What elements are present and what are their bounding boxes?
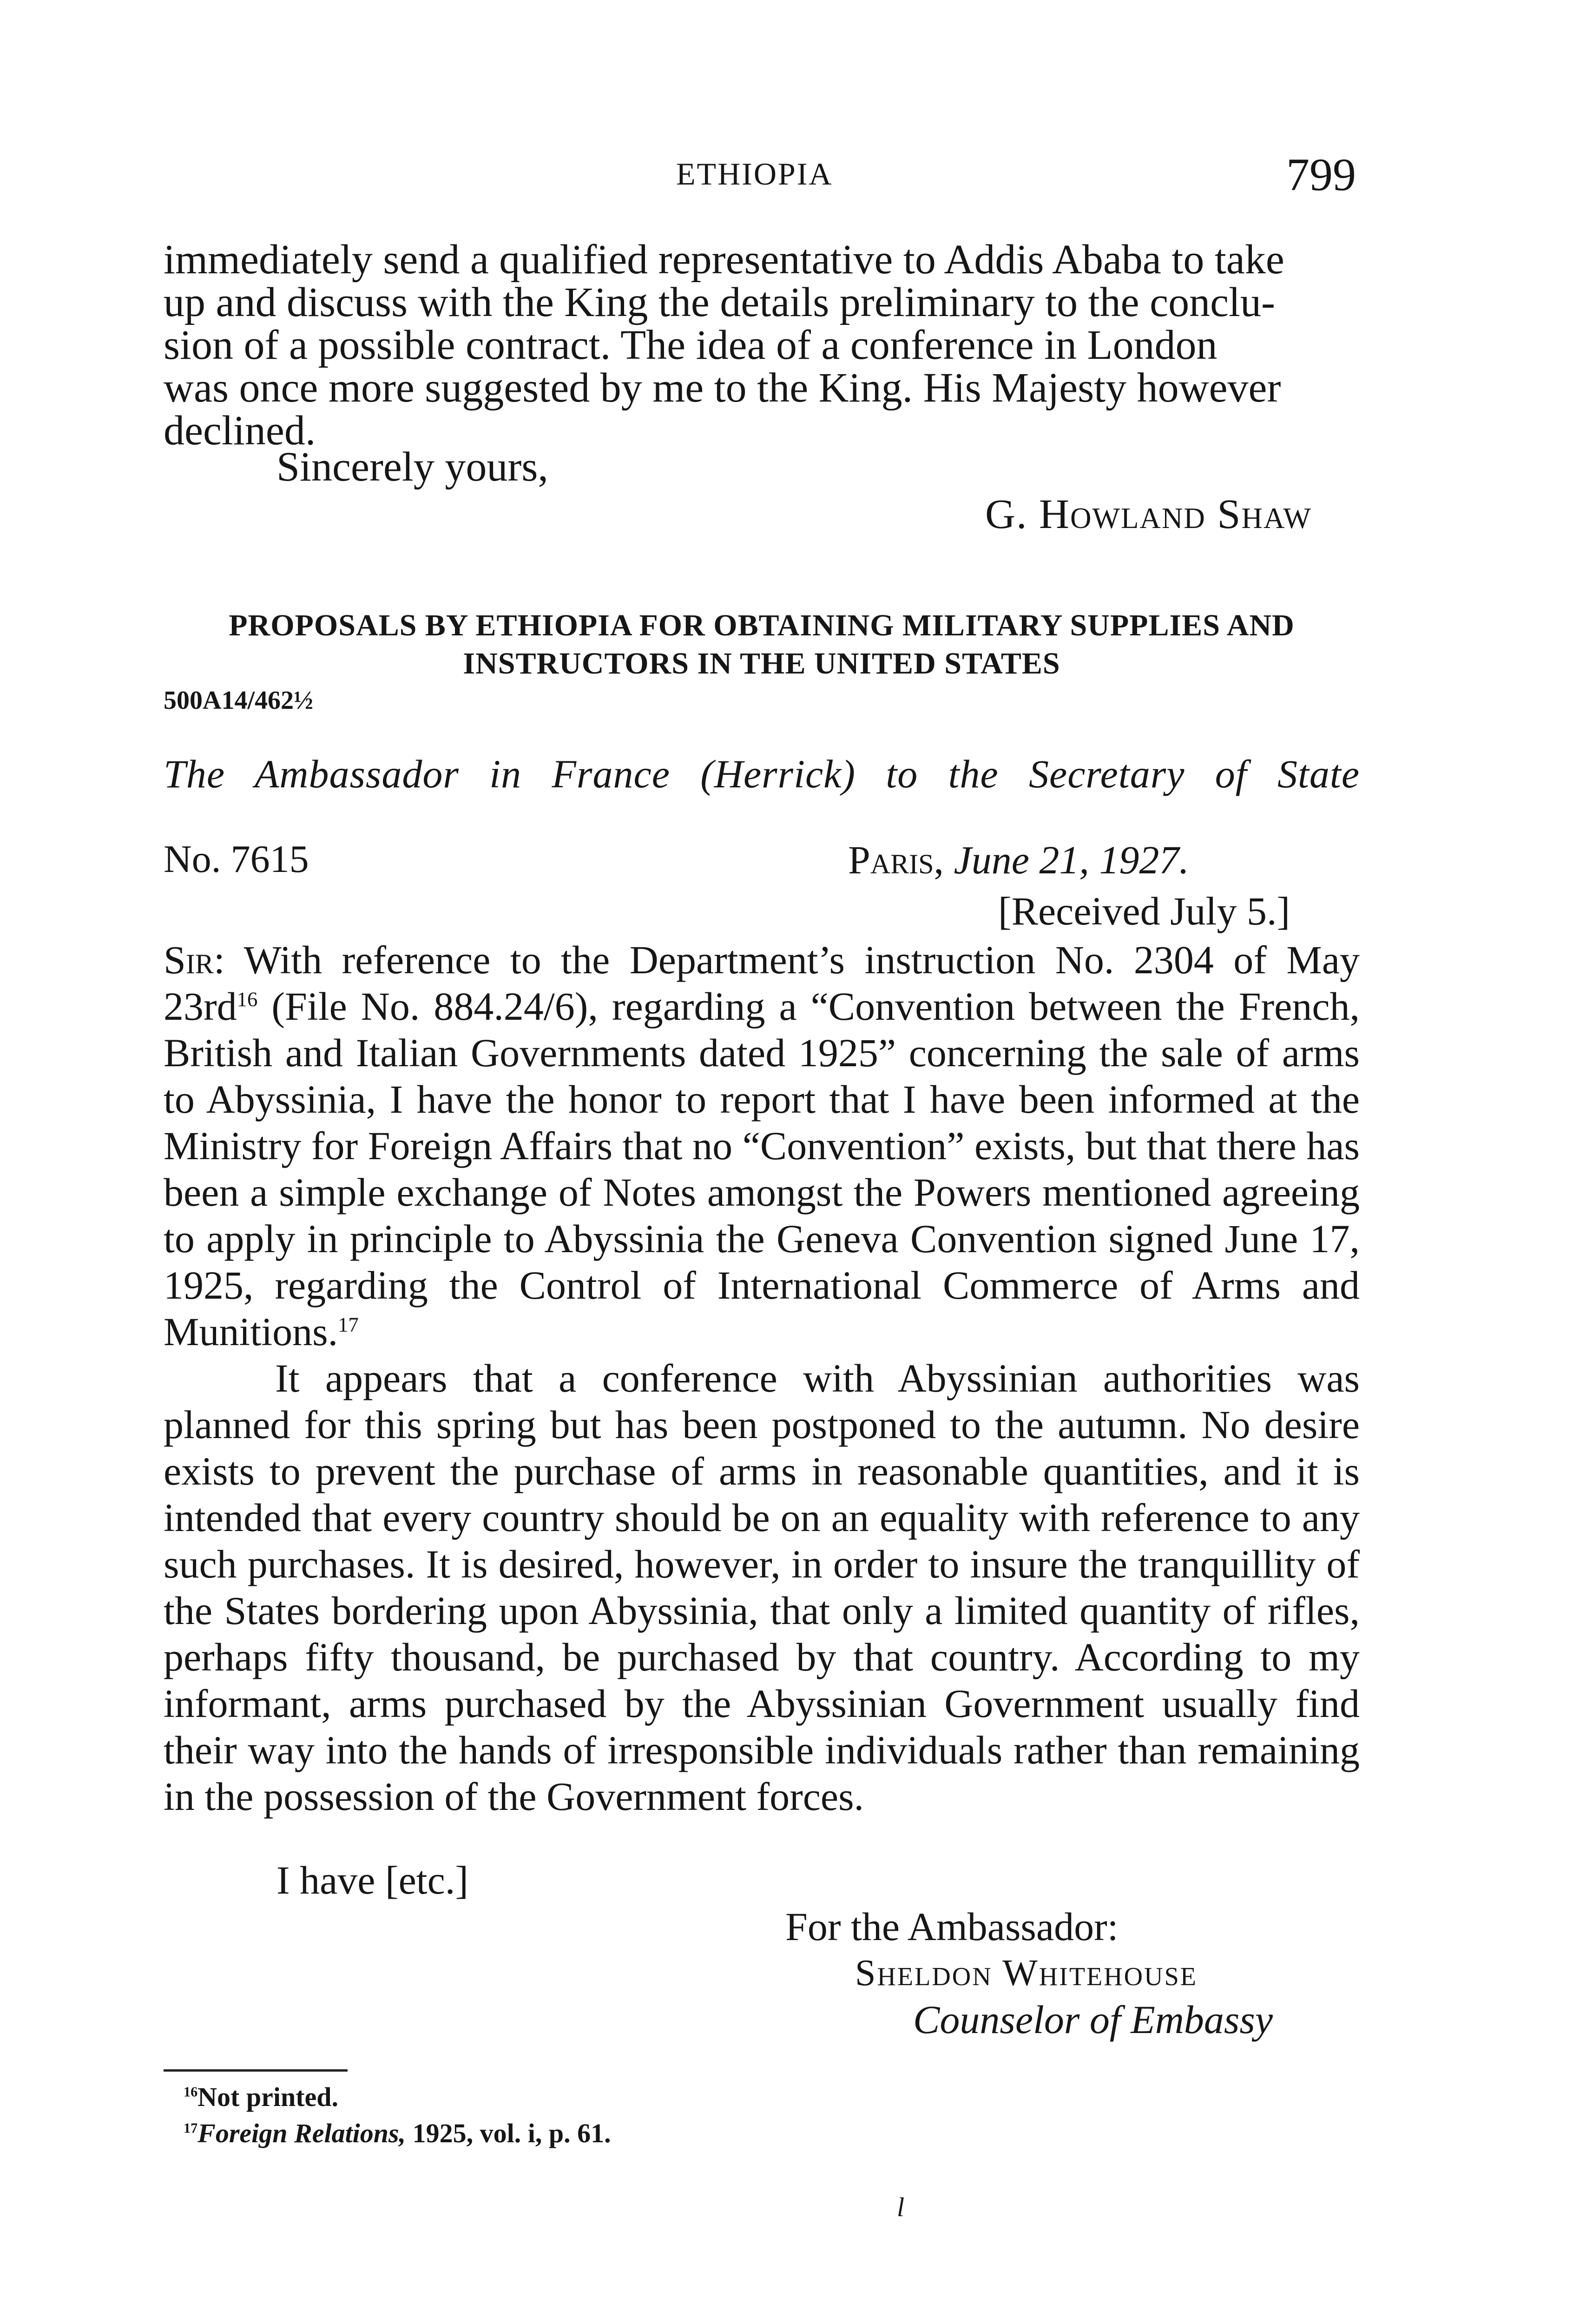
closing-i-have: I have [etc.] <box>276 1858 468 1902</box>
text-line: immediately send a qualified representative to Addis Ababa to take <box>164 237 1284 283</box>
letter-paragraph-2: It appears that a conference with Abyssinian authorities was planned for this spring but has been postponed to the autumn. No desire exists to prevent the purchase of arms in reasonable quantities, and it is intended that every country should be on an equality with reference to any such purchases. It is desired, however, in order to insure the tranquillity of the States bordering upon Abyssinia, that only a limited quantity of rifles, perhaps fifty thousand, be purchased by that country. According to my informant, arms purchased by the Abyssinian Government usually find their way into the hands of irresponsible individuals rather than remaining in the possession of the Government forces. <box>164 1356 1360 1819</box>
signer-title: Counselor of Embassy <box>913 1997 1273 2042</box>
footnote-text: Not printed. <box>197 2082 339 2112</box>
text-line: sion of a possible contract. The idea of a conference in London <box>164 322 1217 368</box>
signer-name: Sheldon Whitehouse <box>855 1953 1198 1994</box>
footnote-italic-text: Foreign Relations, <box>197 2118 406 2148</box>
paragraph-text: With reference to the Department’s instruction No. 2304 of May 23rd <box>164 938 1360 1029</box>
footnote-number: 17 <box>184 2120 198 2136</box>
text-line: declined. <box>164 408 316 454</box>
footnote-number: 16 <box>184 2084 198 2100</box>
page-number: 799 <box>1286 149 1356 200</box>
footnote-16 <box>184 2081 338 2113</box>
document-number: No. 7615 <box>164 838 309 881</box>
footnote-rule <box>164 2069 348 2072</box>
stray-mark: l <box>897 2192 905 2222</box>
place: Paris, <box>848 838 944 882</box>
salutation: Sir: <box>164 938 225 982</box>
date: June 21, 1927. <box>954 838 1189 882</box>
letter-paragraph-1 <box>164 937 1360 1355</box>
place-date <box>848 837 1189 883</box>
heading-line: PROPOSALS BY ETHIOPIA FOR OBTAINING MILITARY SUPPLIES AND <box>229 608 1295 642</box>
footnote-17 <box>184 2118 611 2149</box>
section-heading <box>164 607 1360 683</box>
heading-line: INSTRUCTORS IN THE UNITED STATES <box>463 647 1060 680</box>
paragraph-text: (File No. 884.24/6), regarding a “Convention between the French, British and Italian Governments dated 1925” concerning the sale of arms to Abyssinia, I have the honor to report that I have been informed at the Ministry for Foreign Affairs that no “Convention” exists, but that there has been a simple exchange of Notes amongst the Powers mentioned agreeing to apply in principle to Abyssinia the Geneva Convention signed June 17, 1925, regarding the Control of International Commerce of Arms and Munitions. <box>164 984 1360 1354</box>
document-title: The Ambassador in France (Herrick) to the Secretary of State <box>164 752 1360 796</box>
signature-shaw: G. Howland Shaw <box>985 491 1312 537</box>
running-head: ETHIOPIA <box>676 156 833 191</box>
closing-sincerely: Sincerely yours, <box>276 444 548 490</box>
received-note: [Received July 5.] <box>998 889 1290 933</box>
text-line: up and discuss with the King the details preliminary to the conclu- <box>164 279 1275 325</box>
footnote-marker: 16 <box>237 987 258 1011</box>
preceding-letter-body <box>164 238 1360 452</box>
footnote-text: 1925, vol. i, p. 61. <box>406 2118 611 2148</box>
signoff-for: For the Ambassador: <box>785 1904 1119 1949</box>
footnote-marker: 17 <box>338 1313 359 1336</box>
text-line: was once more suggested by me to the King. His Majesty however <box>164 365 1281 411</box>
file-reference: 500A14/462½ <box>164 686 313 715</box>
